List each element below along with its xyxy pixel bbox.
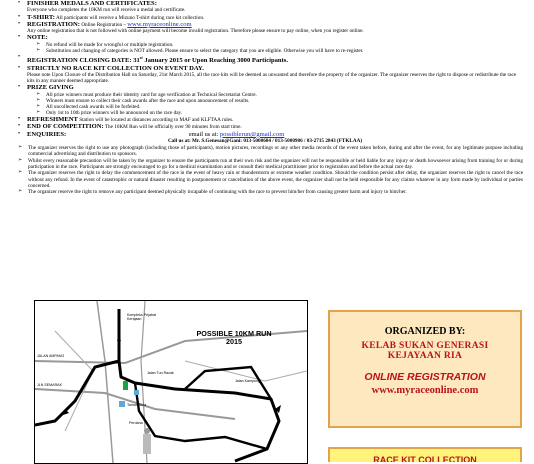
map-label-jalan-kampung: Jalan Kampung xyxy=(235,379,260,383)
map-label-taman-dula: Taman Dula xyxy=(127,403,147,407)
disclaimer-text: The organizer reserves the right to use any photograph (including those of participants), motion pictures, recordings or any other media records of the event taken before, during and after the event, for any legitimate purpose including commercial advertising and distribution to sponsors. xyxy=(28,144,523,157)
online-registration-url[interactable]: www.myraceonline.com xyxy=(371,385,479,396)
end-heading: END OF COMPETITION: xyxy=(27,123,104,131)
start-marker xyxy=(123,381,128,390)
arrow-bullet-icon: ➢ xyxy=(18,189,23,195)
bullet-icon: • xyxy=(18,115,21,122)
prize-item: All prize winners must produce their identity card for age verification at Technical Secretariat Centre. xyxy=(46,91,257,98)
map-label-perdana: Perdana xyxy=(129,421,143,425)
disclaimer-text: The organizer reserve the right to remove any participant deemed physically incapable of continuing with the race to prevent him/her from causing greater harm and injury to him/her. xyxy=(28,189,407,196)
route-map-svg xyxy=(35,301,307,463)
bullet-icon: • xyxy=(18,13,21,20)
tower-marker xyxy=(143,434,151,454)
road-line xyxy=(97,301,113,463)
enquiries-heading: ENQUIRIES: xyxy=(27,130,67,138)
arrow-bullet-icon: ➢ xyxy=(36,97,41,103)
bullet-icon: • xyxy=(18,54,21,60)
registration-section xyxy=(18,21,523,35)
map-label-jalan-tun-razak: Jalan Tun Razak xyxy=(147,371,174,375)
map-title-line1: POSSIBLE 10KM RUN xyxy=(196,329,272,338)
bullet-icon: • xyxy=(18,20,21,27)
arrow-bullet-icon: ➢ xyxy=(18,144,23,150)
bullet-icon: • xyxy=(18,130,21,137)
bullet-icon: • xyxy=(18,34,21,41)
organizer-heading: ORGANIZED BY: xyxy=(384,326,466,337)
closing-date-section xyxy=(18,54,523,65)
bullet-icon: • xyxy=(18,64,21,71)
arrow-bullet-icon: ➢ xyxy=(36,109,41,115)
prize-item: Only 1st to 10th prize winners will be announced on the race day. xyxy=(46,109,183,116)
prize-heading: PRIZE GIVING xyxy=(27,84,74,92)
park-marker xyxy=(119,401,125,407)
registration-link[interactable]: www.myraceonline.com xyxy=(127,20,192,28)
disclaimer-text: Whilst every reasonable precaution will be taken by the organizer to ensure the participants run at their own risk and the organizer will not be responsible or held liable for any injury or death howsoever arising from training for or during participation in the race. Participants are strongly encouraged to go for a medical examination and or consult their medical practitioner prior to registration and before the actual race day. xyxy=(28,157,523,170)
disclaimer-item xyxy=(18,170,523,188)
organizer-name-line2: KEJAYAAN RIA xyxy=(387,351,463,361)
map-label-kompleks: Kompleks Pejabat Kerajaan xyxy=(127,313,156,321)
end-text: The 10KM Run will be officially over 90 minutes from start time. xyxy=(103,124,242,131)
registration-heading: REGISTRATION: xyxy=(27,20,81,28)
prize-section xyxy=(18,84,523,116)
water-station-marker xyxy=(134,390,139,395)
refreshment-text: Station will be located at distances according to MAF and KLFTAA rules. xyxy=(77,116,234,123)
map-label-jalan-semarak: JLN SEMARAK xyxy=(37,383,62,387)
closing-heading-rest: January 2015 or Upon Reaching 3000 Participants. xyxy=(142,57,289,65)
email-link[interactable]: possiblerun@gmail.com xyxy=(219,130,285,138)
race-kit-banner: RACE KIT COLLECTION xyxy=(328,447,522,462)
registration-text: Any online registration that is not followed with online payment will become invalid registration. Therefore please ensure to pay online, when you register online. xyxy=(27,28,364,35)
tshirt-section xyxy=(18,14,523,21)
tower-marker xyxy=(144,428,150,434)
closing-heading: REGISTRATION CLOSING DATE: 31 xyxy=(27,57,140,65)
organizer-name-line1: KELAB SUKAN GENERASI xyxy=(361,341,489,351)
arrow-bullet-icon: ➢ xyxy=(18,170,23,176)
email-label: email us at: xyxy=(188,130,220,138)
refreshment-heading: REFRESHMENT xyxy=(27,115,78,123)
disclaimer-item xyxy=(18,145,523,157)
enquiries-section xyxy=(18,131,523,145)
online-registration-label: ONLINE REGISTRATION xyxy=(364,371,486,383)
note-heading: NOTE: xyxy=(27,34,48,42)
arrow-bullet-icon: ➢ xyxy=(36,103,41,109)
bullet-icon: • xyxy=(18,123,21,130)
arrow-bullet-icon: ➢ xyxy=(36,91,41,97)
arrow-bullet-icon: ➢ xyxy=(36,41,41,47)
rules-document xyxy=(18,0,523,195)
refreshment-section xyxy=(18,116,523,123)
tshirt-heading: T-SHIRT: xyxy=(27,13,55,21)
disclaimer-text: The organizer reserves the right to delay the commencement of the race in the event of heavy rain or thunderstorm or extreme weather condition. Should the condition persist after delay, the organizer reserves the right to cancel the race without any refund. In the event of catastrophic or natural disaster resulting in postponement or cancellation of the above event, the organizer shall not be held responsible for any claims whatever in any form made by individual or parties concerned. xyxy=(28,170,523,189)
arrow-bullet-icon: ➢ xyxy=(36,47,41,53)
bullet-icon: • xyxy=(18,0,21,6)
prize-item: Winners must ensure to collect their cash awards after the race and upon announcement of results. xyxy=(46,97,250,104)
map-title xyxy=(195,330,273,347)
prize-item: All uncollected cash awards will be forfeited. xyxy=(46,103,141,110)
bullet-icon: • xyxy=(18,84,21,91)
tshirt-text: All participants will receive a Mizuno T-shirt during race kit collection. xyxy=(56,14,205,21)
finisher-text: Everyone who completes the 10KM run will receive a medal and certificate. xyxy=(27,7,186,14)
map-title-line2: 2015 xyxy=(226,337,242,347)
note-section xyxy=(18,34,523,54)
strictly-heading: STRICTLY NO RACE KIT COLLECTION ON EVENT DAY. xyxy=(27,64,204,72)
organizer-box xyxy=(328,310,522,428)
strictly-text: Please note Upon Closure of the Distribution Hall on Saturday, 21st March 2015, all the race kits will be deemed as unwanted and therefore the property of the organizer. The organizer reserves the right to dispose or redistribute the race kits in any manner deemed appropriate. xyxy=(27,72,517,85)
registration-label: Online Registration – xyxy=(81,21,128,28)
disclaimer-item xyxy=(18,158,523,170)
route-map xyxy=(34,300,308,464)
route-line xyxy=(135,383,267,449)
finisher-section xyxy=(18,0,523,14)
note-item: No refund will be made for wrongful or multiple registration. xyxy=(46,41,174,48)
disclaimer-item xyxy=(18,189,523,195)
end-section xyxy=(18,123,523,130)
note-item: Substitution and changing of categories is NOT allowed. Please ensure to select the category that you are eligible. Otherwise you will have to re-register. xyxy=(46,47,364,54)
arrow-bullet-icon: ➢ xyxy=(18,157,23,163)
call-text: Call us at: Mr. S.Genesan@Gani: 013-5000684 / 013-5000986 / 03-2715 2843 (FTKLAA) xyxy=(167,138,363,145)
map-label-jalan-ampang: JALAN AMPANG xyxy=(37,354,65,358)
closing-sup: st xyxy=(139,55,143,60)
finisher-heading: FINISHER MEDALS AND CERTIFICATES: xyxy=(27,0,157,7)
strictly-section xyxy=(18,65,523,85)
